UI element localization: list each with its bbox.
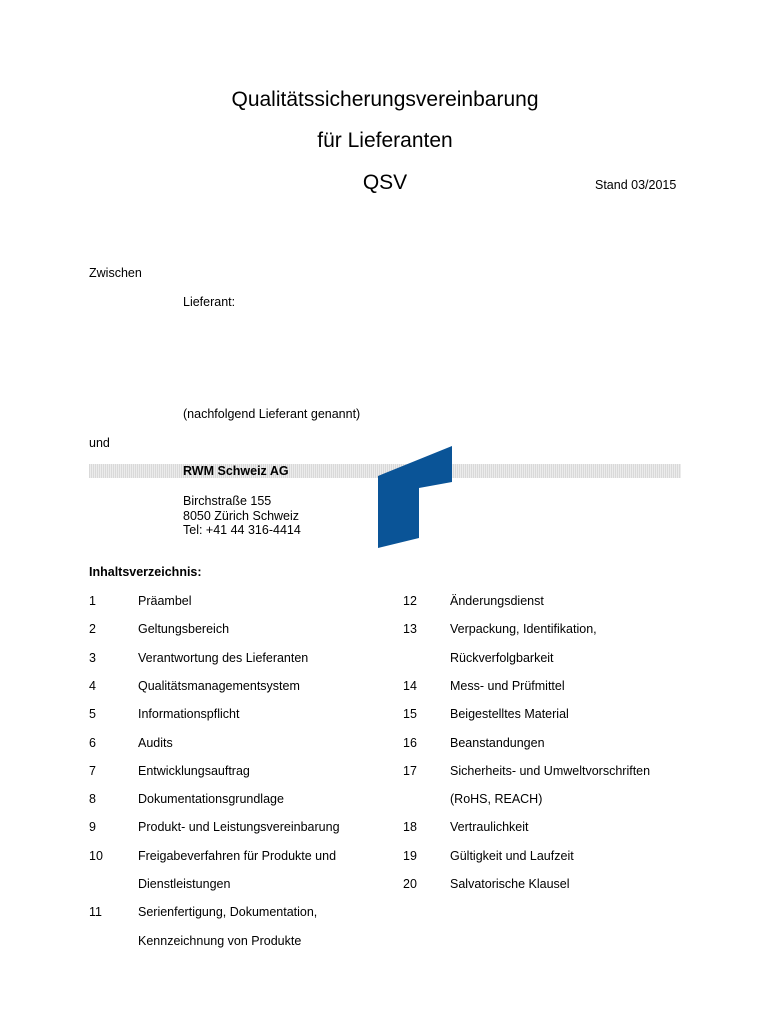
toc-entry-left: Qualitätsmanagementsystem bbox=[138, 678, 300, 693]
toc-heading: Inhaltsverzeichnis: bbox=[89, 565, 202, 579]
toc-number: 1 bbox=[89, 594, 96, 608]
toc-entry-right: Beanstandungen bbox=[450, 735, 545, 750]
toc-entry-left: Produkt- und Leistungsvereinbarung bbox=[138, 820, 340, 835]
toc-entry-right: Rückverfolgbarkeit bbox=[450, 650, 554, 665]
toc-number: 2 bbox=[89, 622, 96, 637]
company-name: RWM Schweiz AG bbox=[183, 464, 289, 478]
toc-number: 4 bbox=[89, 678, 96, 693]
address-city: 8050 Zürich Schweiz bbox=[183, 509, 300, 523]
address-phone: Tel: +41 44 316-4414 bbox=[183, 523, 301, 537]
supplier-label: Lieferant: bbox=[183, 295, 236, 309]
toc-entry-right: Sicherheits- und Umweltvorschriften bbox=[450, 763, 651, 778]
toc-entry-left: Verantwortung des Lieferanten bbox=[138, 650, 309, 665]
toc-number: 12 bbox=[403, 594, 417, 608]
toc-number: 16 bbox=[403, 735, 417, 750]
supplier-note: (nachfolgend Lieferant genannt) bbox=[183, 407, 361, 421]
toc-entry-left: Geltungsbereich bbox=[138, 622, 230, 637]
toc-entry-right: Salvatorische Klausel bbox=[450, 877, 570, 891]
toc-number: 3 bbox=[89, 650, 96, 665]
toc-entry-left: Freigabeverfahren für Produkte und bbox=[138, 848, 337, 863]
toc-entry-left: Präambel bbox=[138, 594, 192, 608]
toc-number: 18 bbox=[403, 820, 417, 835]
toc-entry-left: Dokumentationsgrundlage bbox=[138, 792, 284, 807]
toc-entry-right: Beigestelltes Material bbox=[450, 707, 569, 722]
toc-number: 19 bbox=[403, 848, 417, 863]
toc-number: 17 bbox=[403, 763, 417, 778]
toc-entry-right: Gültigkeit und Laufzeit bbox=[450, 848, 574, 863]
toc-number: 6 bbox=[89, 735, 96, 750]
address-street: Birchstraße 155 bbox=[183, 494, 272, 508]
toc-entry-left: Serienfertigung, Dokumentation, bbox=[138, 905, 318, 920]
toc-number: 5 bbox=[89, 707, 96, 722]
toc-entry-left: Dienstleistungen bbox=[138, 877, 231, 891]
document-subtitle: für Lieferanten bbox=[317, 129, 453, 152]
toc-entry-right: Mess- und Prüfmittel bbox=[450, 678, 565, 693]
company-logo bbox=[375, 446, 455, 550]
toc-number: 9 bbox=[89, 820, 96, 835]
toc-number: 8 bbox=[89, 792, 96, 807]
document-version: Stand 03/2015 bbox=[595, 178, 677, 192]
toc-entry-right: (RoHS, REACH) bbox=[450, 792, 543, 807]
toc-number: 11 bbox=[89, 905, 102, 920]
document-title: Qualitätssicherungsvereinbarung bbox=[231, 88, 539, 111]
toc-entry-left: Audits bbox=[138, 735, 173, 750]
toc-number: 10 bbox=[89, 848, 103, 863]
toc-number: 15 bbox=[403, 707, 417, 722]
toc-entry-right: Verpackung, Identifikation, bbox=[450, 622, 597, 637]
logo-shape bbox=[378, 446, 452, 548]
toc-number: 14 bbox=[403, 678, 417, 693]
toc-entry-right: Vertraulichkeit bbox=[450, 820, 529, 835]
toc-number: 7 bbox=[89, 763, 96, 778]
toc-entry-left: Entwicklungsauftrag bbox=[138, 763, 250, 778]
and-label: und bbox=[89, 436, 110, 450]
toc-number: 20 bbox=[403, 877, 417, 891]
toc-entry-left: Kennzeichnung von Produkte bbox=[138, 933, 302, 948]
toc-entry-right: Änderungsdienst bbox=[450, 594, 544, 608]
toc-number: 13 bbox=[403, 622, 417, 637]
toc-entry-left: Informationspflicht bbox=[138, 707, 240, 722]
document-abbreviation: QSV bbox=[362, 171, 408, 194]
between-label: Zwischen bbox=[89, 266, 142, 280]
